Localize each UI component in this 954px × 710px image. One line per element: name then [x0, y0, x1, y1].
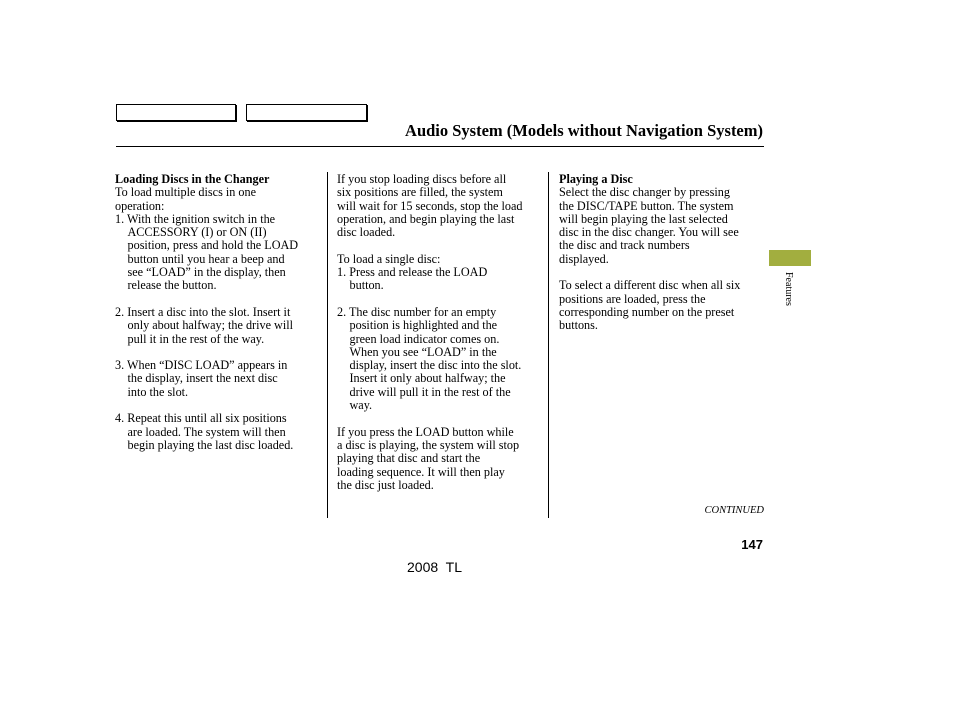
text-line: the DISC/TAPE button. The system — [559, 198, 734, 213]
text-line: will wait for 15 seconds, stop the load — [337, 198, 523, 213]
step-line: 1. Press and release the LOAD — [337, 265, 488, 280]
step-line: pull it in the rest of the way. — [127, 331, 265, 346]
column-playing-disc — [559, 173, 769, 333]
text-line: a disc is playing, the system will stop — [337, 437, 520, 452]
text-line: positions are loaded, press the — [559, 291, 706, 306]
nav-box-previous[interactable] — [116, 104, 236, 121]
page-title: Audio System (Models without Navigation System) — [405, 121, 763, 140]
text-line: will begin playing the last selected — [559, 211, 728, 226]
step-line: only about halfway; the drive will — [127, 318, 294, 333]
section-heading: Playing a Disc — [559, 172, 633, 186]
step-line: 2. The disc number for an empty — [337, 304, 497, 319]
text-line: playing that disc and start the — [337, 451, 481, 466]
step-line: ACCESSORY (I) or ON (II) — [127, 225, 267, 240]
text-line: To load multiple discs in one — [115, 185, 256, 200]
text-line: operation: — [115, 198, 165, 213]
section-tab[interactable] — [769, 250, 811, 266]
step-line: Insert it only about halfway; the — [349, 371, 506, 386]
step-line: release the button. — [127, 278, 217, 293]
page-number: 147 — [741, 537, 763, 552]
text-line: operation, and begin playing the last — [337, 211, 515, 226]
step-line: drive will pull it in the rest of the — [349, 384, 511, 399]
step-line: the display, insert the next disc — [127, 371, 278, 386]
title-rule — [116, 146, 764, 147]
step-line: 3. When “DISC LOAD” appears in — [115, 358, 288, 373]
text-line: If you stop loading discs before all — [337, 172, 507, 186]
model-footer: 2008 TL — [407, 559, 463, 575]
column-divider — [327, 172, 328, 518]
text-line: the disc just loaded. — [337, 477, 434, 492]
text-line: To load a single disc: — [337, 251, 441, 266]
text-line: disc loaded. — [337, 225, 396, 240]
continued-label: CONTINUED — [704, 505, 764, 516]
nav-box-next[interactable] — [246, 104, 367, 121]
step-line: display, insert the disc into the slot. — [349, 358, 522, 373]
step-line: green load indicator comes on. — [349, 331, 500, 346]
step-line: see “LOAD” in the display, then — [127, 265, 286, 280]
step-line: 4. Repeat this until all six positions — [115, 411, 287, 426]
text-line: displayed. — [559, 251, 609, 266]
text-line: corresponding number on the preset — [559, 304, 735, 319]
step-line: button until you hear a beep and — [127, 251, 285, 266]
step-line: way. — [349, 398, 373, 413]
step-line: position is highlighted and the — [349, 318, 498, 333]
step-line: position, press and hold the LOAD — [127, 238, 299, 253]
column-load-continued — [337, 173, 547, 492]
text-line: six positions are filled, the system — [337, 185, 503, 200]
text-line: buttons. — [559, 318, 598, 333]
step-line: When you see “LOAD” in the — [349, 344, 497, 359]
section-tab-label: Features — [783, 272, 794, 306]
column-divider — [548, 172, 549, 518]
step-line: begin playing the last disc loaded. — [127, 437, 294, 452]
step-line: are loaded. The system will then — [127, 424, 286, 439]
step-line: 1. With the ignition switch in the — [115, 211, 276, 226]
step-line: 2. Insert a disc into the slot. Insert it — [115, 304, 291, 319]
section-heading: Loading Discs in the Changer — [115, 172, 270, 186]
column-loading-discs — [115, 173, 325, 452]
text-line: If you press the LOAD button while — [337, 424, 514, 439]
text-line: Select the disc changer by pressing — [559, 185, 730, 200]
text-line: the disc and track numbers — [559, 238, 690, 253]
step-line: into the slot. — [127, 384, 189, 399]
text-line: loading sequence. It will then play — [337, 464, 505, 479]
step-line: button. — [349, 278, 384, 293]
text-line: disc in the disc changer. You will see — [559, 225, 739, 240]
text-line: To select a different disc when all six — [559, 278, 741, 293]
